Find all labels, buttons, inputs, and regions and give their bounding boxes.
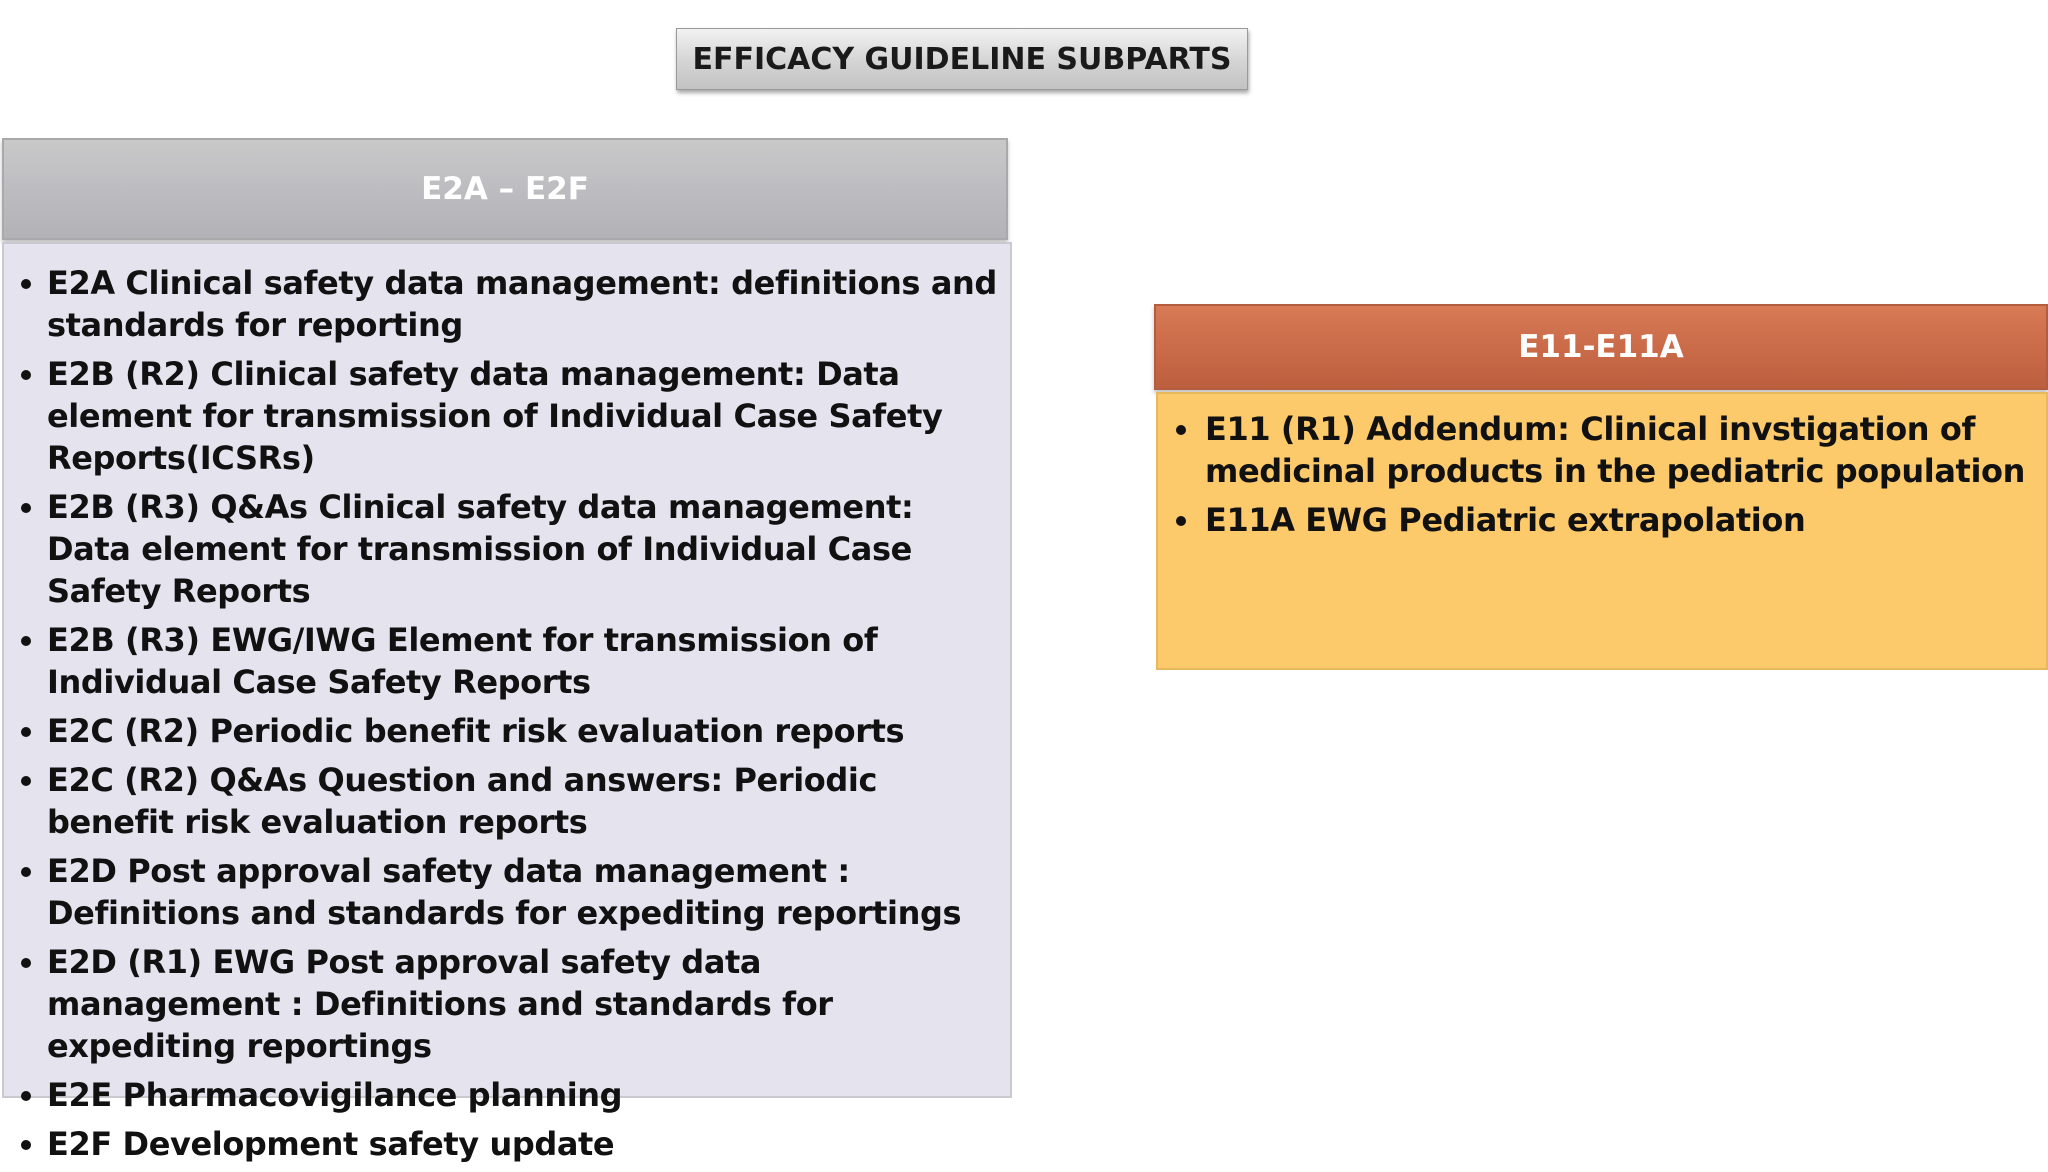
list-item: E11A EWG Pediatric extrapolation xyxy=(1158,499,2046,541)
left-panel-list xyxy=(4,262,1004,1172)
left-panel-body xyxy=(2,242,1012,1163)
left-panel-header-label: E2A – E2F xyxy=(421,171,589,207)
list-item: E2A Clinical safety data management: definitions and standards for reporting xyxy=(4,262,1004,346)
right-panel-header xyxy=(1154,304,2048,390)
list-item: E2C (R2) Q&As Question and answers: Periodic benefit risk evaluation reports xyxy=(4,759,1004,843)
right-panel-list xyxy=(1158,408,2046,548)
list-item: E2B (R2) Clinical safety data management: Data element for transmission of Individual Case Safety Reports(ICSRs) xyxy=(4,353,1004,479)
left-panel-header xyxy=(2,138,1008,240)
list-item: E2E Pharmacovigilance planning xyxy=(4,1074,1004,1116)
list-item: E2C (R2) Periodic benefit risk evaluation reports xyxy=(4,710,1004,752)
slide-title-box xyxy=(676,28,1248,90)
list-item: E2D (R1) EWG Post approval safety data management : Definitions and standards for expediting reportings xyxy=(4,941,1004,1067)
list-item: E11 (R1) Addendum: Clinical invstigation of medicinal products in the pediatric population xyxy=(1158,408,2046,492)
list-item: E2F Development safety update xyxy=(4,1123,1004,1165)
list-item: E2B (R3) EWG/IWG Element for transmission of Individual Case Safety Reports xyxy=(4,619,1004,703)
list-item: E2B (R3) Q&As Clinical safety data management: Data element for transmission of Individual Case Safety Reports xyxy=(4,486,1004,612)
list-item: E2D Post approval safety data management : Definitions and standards for expediting reportings xyxy=(4,850,1004,934)
right-panel-header-label: E11-E11A xyxy=(1518,329,1684,365)
right-panel-body xyxy=(1156,392,2048,670)
slide-title: EFFICACY GUIDELINE SUBPARTS xyxy=(692,41,1232,77)
